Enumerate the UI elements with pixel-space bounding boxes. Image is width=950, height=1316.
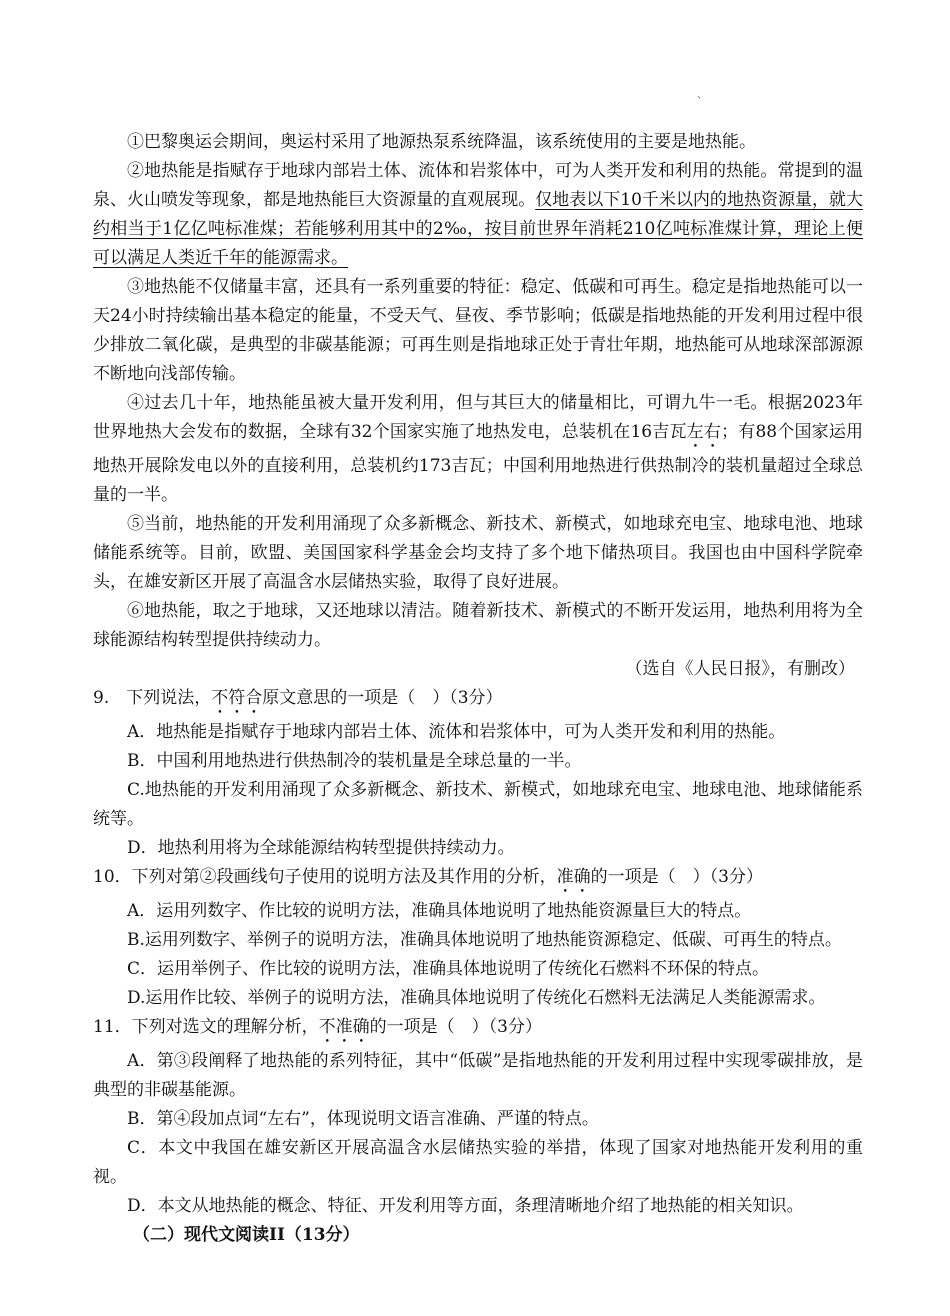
q10-stem-emph: 准确: [556, 867, 591, 887]
reading-content: [93, 128, 863, 1250]
q10-option-a: A．运用列数字、作比较的说明方法，准确具体地说明了地热能资源量巨大的特点。: [127, 901, 752, 921]
passage-paragraph-6: ⑥地热能，取之于地球，又还地球以清洁。随着新技术、新模式的不断开发运用，地热利用将为全球能源结构转型提供持续动力。: [93, 601, 863, 650]
q10-stem-a: 10．下列对第②段画线句子使用的说明方法及其作用的分析，: [93, 867, 557, 887]
q10-stem-b: 的一项是（ ）（3分）: [590, 867, 763, 887]
q9-option-c: C.地热能的开发利用涌现了众多新概念、新技术、新模式，如地球充电宝、地球电池、地球储能系统等。: [93, 780, 863, 829]
p2-plain-text: ②地热能是指赋存于地球内部岩土体、流体和岩浆体中，可为人类开发和利用的热能。常提到的温泉、火山喷发等现象，都是地热能巨大资源量的直观展现。: [93, 161, 863, 210]
q9-stem-b: 原文意思的一项是（ ）（3分）: [262, 688, 503, 708]
question-11-stem: [93, 1013, 863, 1047]
q9-option-a: A．地热能是指赋存于地球内部岩土体、流体和岩浆体中，可为人类开发和利用的热能。: [127, 722, 786, 742]
p4-text-b: ；有88个国家运用地热开展除发电以外的直接利用，总装机约173吉瓦；中国利用地热进行供热制冷的装机量超过全球总量的一半。: [93, 422, 864, 505]
passage-source: （选自《人民日报》，有删改）: [625, 659, 855, 679]
q11-option-d: D．本文从地热能的概念、特征、开发利用等方面，条理清晰地介绍了地热能的相关知识。: [127, 1196, 804, 1216]
passage-paragraph-4: [93, 389, 863, 510]
q11-stem-a: 11．下列对选文的理解分析，: [93, 1017, 319, 1037]
q9-stem-emph: 不符合: [211, 688, 263, 708]
q9-option-b: B．中国利用地热进行供热制冷的装机量是全球总量的一半。: [127, 751, 582, 771]
q10-option-b: B.运用列数字、举例子的说明方法，准确具体地说明了地热能资源稳定、低碳、可再生的特点。: [127, 930, 842, 950]
q11-option-a: A．第③段阐释了地热能的系列特征，其中“低碳”是指地热能的开发利用过程中实现零碳排放，是典型的非碳基能源。: [93, 1051, 863, 1100]
passage-paragraph-3: ③地热能不仅储量丰富，还具有一系列重要的特征：稳定、低碳和可再生。稳定是指地热能可以一天24小时持续输出基本稳定的能量，不受天气、昼夜、季节影响；低碳是指地热能的开发利用过程中很少排放二氧化碳，是典型的非碳基能源；可再生则是指地球正处于青壮年期，地热能可从地球深部源源不断地向浅部传输。: [93, 277, 863, 384]
question-10-stem: [93, 863, 863, 897]
section-title: （二）现代文阅读II（13分）: [133, 1225, 360, 1245]
passage-paragraph-5: ⑤当前，地热能的开发利用涌现了众多新概念、新技术、新模式，如地球充电宝、地球电池、地球储能系统等。目前，欧盟、美国国家科学基金会均支持了多个地下储热项目。我国也由中国科学院牵头，在雄安新区开展了高温含水层储热实验，取得了良好进展。: [93, 514, 863, 592]
question-9-stem: [93, 684, 863, 718]
passage-paragraph-1: ①巴黎奥运会期间，奥运村采用了地源热泵系统降温，该系统使用的主要是地热能。: [127, 132, 756, 152]
passage-paragraph-2: [93, 157, 863, 273]
q11-option-b: B．第④段加点词“左右”，体现说明文语言准确、严谨的特点。: [127, 1109, 599, 1129]
q11-stem-b: 的一项是（ ）（3分）: [369, 1017, 542, 1037]
q9-option-d: D．地热利用将为全球能源结构转型提供持续动力。: [127, 838, 515, 858]
p4-emphasized-word: 左右: [686, 422, 722, 442]
q11-stem-emph: 不准确: [318, 1017, 370, 1037]
p4-text-a: ④过去几十年，地热能虽被大量开发利用，但与其巨大的储量相比，可谓九牛一毛。根据2023年世界地热大会发布的数据，全球有32个国家实施了地热发电，总装机在16吉瓦: [93, 393, 863, 442]
p2-underlined-sentence: 仅地表以下10千米以内的地热资源量，就大约相当于1亿亿吨标准煤；若能够利用其中的2‰，按目前世界年消耗210亿吨标准煤计算，理论上便可以满足人类近千年的能源需求。: [93, 190, 863, 268]
q10-option-c: C．运用举例子、作比较的说明方法，准确具体地说明了传统化石燃料不环保的特点。: [127, 959, 770, 979]
q10-option-d: D.运用作比较、举例子的说明方法，准确具体地说明了传统化石燃料无法满足人类能源需求。: [127, 988, 826, 1008]
q9-stem-a: 9. 下列说法，: [93, 688, 212, 708]
corner-mark: 、: [697, 90, 707, 101]
q11-option-c: C．本文中我国在雄安新区开展高温含水层储热实验的举措，体现了国家对地热能开发利用的重视。: [93, 1138, 863, 1187]
